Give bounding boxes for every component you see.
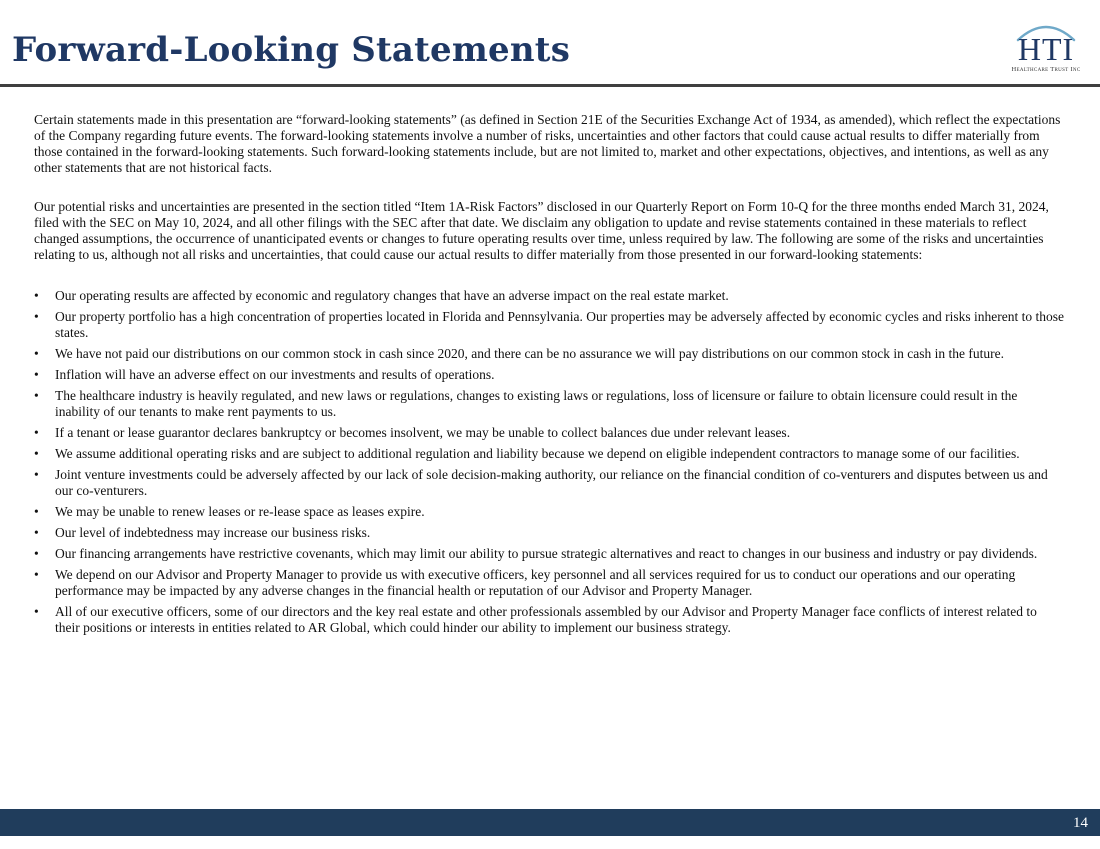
list-item: • We may be unable to renew leases or re-lease space as leases expire. [34,504,1064,520]
list-item: • We assume additional operating risks and are subject to additional regulation and liability because we depend on eligible independent contractors to manage some of our facilities. [34,446,1064,462]
list-item: • The healthcare industry is heavily regulated, and new laws or regulations, changes to existing laws or regulations, loss of licensure or failure to obtain licensure could result in the inability of our tenants to make rent payments to us. [34,388,1064,420]
list-item: • Our property portfolio has a high concentration of properties located in Florida and Pennsylvania. Our properties may be adversely affected by economic cycles and risks inherent to those states. [34,309,1064,341]
intro-paragraph: Certain statements made in this presentation are “forward-looking statements” (as defined in Section 21E of the Securities Exchange Act of 1934, as amended), which reflect the expectations of the Company regarding future events. The forward-looking statements involve a number of risks, uncertainties and other factors that could cause actual results to differ materially from those contained in the forward-looking statements. Such forward-looking statements include, but are not limited to, market and other expectations, objectives, and intentions, as well as any other statements that are not historical facts. [34,112,1061,175]
list-item: • Inflation will have an adverse effect on our investments and results of operations. [34,367,1064,383]
risk-list [34,288,1064,636]
list-item: • Our financing arrangements have restrictive covenants, which may limit our ability to pursue strategic alternatives and react to changes in our business and industry or pay dividends. [34,546,1064,562]
logo-subtitle: Healthcare Trust Inc [1011,66,1081,73]
risk-factors-paragraph: Our potential risks and uncertainties are presented in the section titled “Item 1A-Risk Factors” disclosed in our Quarterly Report on Form 10-Q for the three months ended March 31, 2024, filed with the SEC on May 10, 2024, and all other filings with the SEC after that date. We disclaim any obligation to update and revise statements contained in these materials to reflect changed assumptions, the occurrence of unanticipated events or changes to future operating results over time, unless required by law. The following are some of the risks and uncertainties relating to us, although not all risks and uncertainties, that could cause our actual results to differ materially from those presented in our forward-looking statements: [34,199,1049,262]
list-item: • If a tenant or lease guarantor declares bankruptcy or becomes insolvent, we may be unable to collect balances due under relevant leases. [34,425,1064,441]
list-item: • Joint venture investments could be adversely affected by our lack of sole decision-making authority, our reliance on the financial condition of co-venturers and disputes between us and our co-venturers. [34,467,1064,499]
header-divider [0,84,1100,87]
list-item: • We have not paid our distributions on our common stock in cash since 2020, and there can be no assurance we will pay distributions on our common stock in cash in the future. [34,346,1064,362]
page-title: Forward-Looking Statements [12,30,571,70]
footer-bar [0,809,1100,836]
page-number: 14 [1073,815,1088,831]
slide-body [34,112,1064,641]
list-item: • We depend on our Advisor and Property Manager to provide us with executive officers, key personnel and all services required for us to conduct our operations and our operating performance may be impacted by any adverse changes in the financial health or reputation of our Advisor and Property Manager. [34,567,1064,599]
list-item: • All of our executive officers, some of our directors and the key real estate and other professionals assembled by our Advisor and Property Manager face conflicts of interest related to their positions or interests in entities related to AR Global, which could hinder our ability to implement our business strategy. [34,604,1064,636]
company-logo [1000,18,1092,78]
list-item: • Our operating results are affected by economic and regulatory changes that have an adverse impact on the real estate market. [34,288,1064,304]
logo-mark: HTI [1017,31,1075,67]
list-item: • Our level of indebtedness may increase our business risks. [34,525,1064,541]
